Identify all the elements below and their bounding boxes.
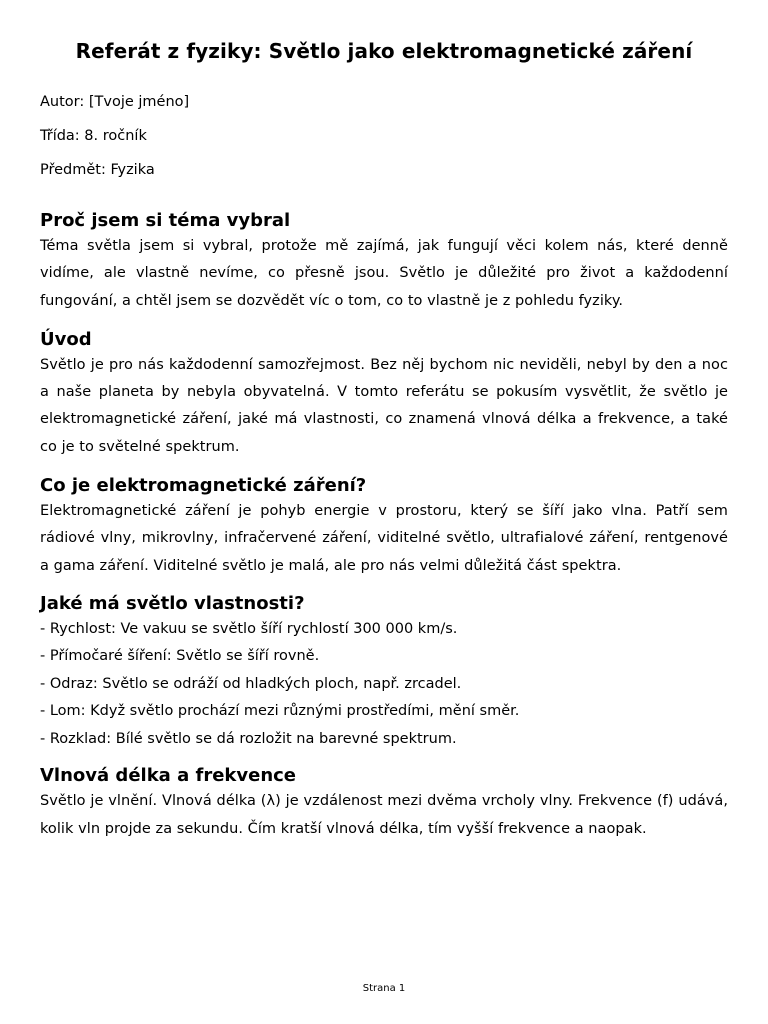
section-text-em: Elektromagnetické záření je pohyb energie v prostoru, který se šíří jako vlna. Patří sem rádiové vlny, mikrovlny, infračervené záření, viditelné světlo, ultrafialové záření, rentgenové a gama záření. Viditelné světlo je malá, ale pro nás velmi důležitá část spektra. bbox=[40, 503, 728, 574]
properties-list bbox=[40, 616, 728, 754]
list-item: - Lom: Když světlo prochází mezi různými prostředími, mění směr. bbox=[40, 703, 520, 720]
section-heading-em: Co je elektromagnetické záření? bbox=[40, 475, 367, 497]
page-number: Strana 1 bbox=[362, 983, 406, 994]
list-item: - Rychlost: Ve vakuu se světlo šíří rychlostí 300 000 km/s. bbox=[40, 620, 458, 637]
document-page bbox=[40, 0, 728, 1024]
section-heading-intro: Úvod bbox=[40, 328, 92, 350]
section-heading-wave: Vlnová délka a frekvence bbox=[40, 765, 297, 787]
subject-line: Předmět: Fyzika bbox=[40, 162, 155, 178]
section-text-intro: Světlo je pro nás každodenní samozřejmost. Bez něj bychom nic neviděli, nebyl by den a noc a naše planeta by nebyla obyvatelná. V tomto referátu se pokusím vysvětlit, že světlo je elektromagnetické záření, jaké má vlastnosti, co znamená vlnová délka a frekvence, a také co je to světelné spektrum. bbox=[40, 356, 728, 455]
list-item: - Přímočaré šíření: Světlo se šíří rovně. bbox=[40, 648, 320, 665]
section-text-why: Téma světla jsem si vybral, protože mě zajímá, jak fungují věci kolem nás, které denně vidíme, ale vlastně nevíme, co přesně jsou. Světlo je důležité pro život a každodenní fungování, a chtěl jsem se dozvědět víc o tom, co to vlastně je z pohledu fyziky. bbox=[40, 238, 728, 309]
list-item: - Rozklad: Bílé světlo se dá rozložit na barevné spektrum. bbox=[40, 730, 457, 747]
class-line: Třída: 8. ročník bbox=[40, 128, 147, 144]
section-text-wave: Světlo je vlnění. Vlnová délka (λ) je vzdálenost mezi dvěma vrcholy vlny. Frekvence (f) udává, kolik vln projde za sekundu. Čím kratší vlnová délka, tím vyšší frekvence a naopak. bbox=[40, 793, 728, 837]
list-item: - Odraz: Světlo se odráží od hladkých ploch, např. zrcadel. bbox=[40, 675, 462, 692]
author-line: Autor: [Tvoje jméno] bbox=[40, 94, 190, 110]
section-heading-props: Jaké má světlo vlastnosti? bbox=[40, 592, 305, 614]
section-heading-why: Proč jsem si téma vybral bbox=[40, 210, 291, 231]
document-title: Referát z fyziky: Světlo jako elektromagnetické záření bbox=[75, 39, 693, 63]
